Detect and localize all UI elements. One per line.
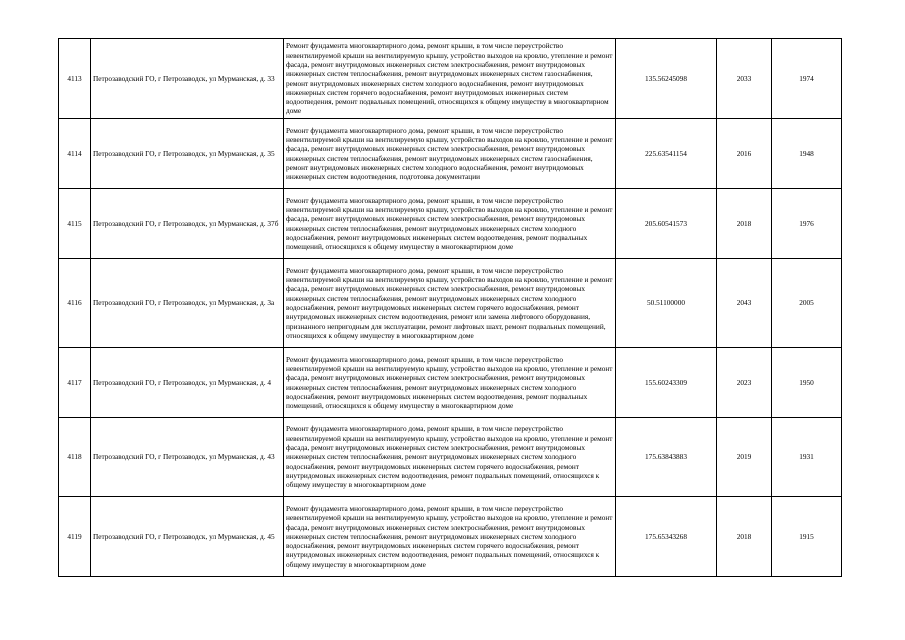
cost-cell: 205.60541573 [616, 189, 717, 259]
cost-cell: 175.65343268 [616, 497, 717, 577]
built-year-cell: 1931 [772, 418, 842, 497]
address-cell: Петрозаводский ГО, г Петрозаводск, ул Мурманская, д. 45 [91, 497, 284, 577]
table-row [59, 259, 842, 348]
row-number-cell: 4113 [59, 39, 91, 119]
address-cell: Петрозаводский ГО, г Петрозаводск, ул Мурманская, д. 43 [91, 418, 284, 497]
address-cell: Петрозаводский ГО, г Петрозаводск, ул Мурманская, д. 37б [91, 189, 284, 259]
repair-program-table [58, 38, 842, 577]
built-year-cell: 1915 [772, 497, 842, 577]
row-number-cell: 4116 [59, 259, 91, 348]
table-row [59, 497, 842, 577]
works-cell: Ремонт фундамента многоквартирного дома, ремонт крыши, в том числе переустройство невентилируемой крыши на вентилируемую крышу, устройство выходов на кровлю, утепление и ремонт фасада, ремонт внутридомовых инженерных систем электроснабжения, ремонт внутридомовых инженерных систем теплоснабжения, ремонт внутридомовых инженерных систем холодного водоснабжения, ремонт внутридомовых инженерных систем горячего водоснабжения, ремонт внутридомовых инженерных систем водоотведения, ремонт или замена лифтового оборудования, признанного непригодным для эксплуатации, ремонт лифтовых шахт, ремонт подвальных помещений, относящихся к общему имуществу в многоквартирном доме [284, 259, 616, 348]
address-cell: Петрозаводский ГО, г Петрозаводск, ул Мурманская, д. 4 [91, 348, 284, 418]
built-year-cell: 1976 [772, 189, 842, 259]
cost-cell: 155.60243309 [616, 348, 717, 418]
cost-cell: 175.63843883 [616, 418, 717, 497]
planned-year-cell: 2018 [717, 189, 772, 259]
planned-year-cell: 2043 [717, 259, 772, 348]
planned-year-cell: 2033 [717, 39, 772, 119]
cost-cell: 50.51100000 [616, 259, 717, 348]
address-cell: Петрозаводский ГО, г Петрозаводск, ул Мурманская, д. 3а [91, 259, 284, 348]
row-number-cell: 4117 [59, 348, 91, 418]
cost-cell: 225.63541154 [616, 119, 717, 189]
built-year-cell: 1974 [772, 39, 842, 119]
row-number-cell: 4114 [59, 119, 91, 189]
built-year-cell: 1950 [772, 348, 842, 418]
works-cell: Ремонт фундамента многоквартирного дома, ремонт крыши, в том числе переустройство невентилируемой крыши на вентилируемую крышу, устройство выходов на кровлю, утепление и ремонт фасада, ремонт внутридомовых инженерных систем электроснабжения, ремонт внутридомовых инженерных систем теплоснабжения, ремонт внутридомовых инженерных систем холодного водоснабжения, ремонт внутридомовых инженерных систем водоотведения, ремонт подвальных помещений, относящихся к общему имуществу в многоквартирном доме [284, 348, 616, 418]
table-row [59, 39, 842, 119]
built-year-cell: 2005 [772, 259, 842, 348]
works-cell: Ремонт фундамента многоквартирного дома, ремонт крыши, в том числе переустройство невентилируемой крыши на вентилируемую крышу, устройство выходов на кровлю, утепление и ремонт фасада, ремонт внутридомовых инженерных систем электроснабжения, ремонт внутридомовых инженерных систем теплоснабжения, ремонт внутридомовых инженерных систем газоснабжения, ремонт внутридомовых инженерных систем холодного водоснабжения, ремонт внутридомовых инженерных систем горячего водоснабжения, ремонт внутридомовых инженерных систем водоотведения, ремонт подвальных помещений, относящихся к общему имуществу в многоквартирном доме [284, 39, 616, 119]
table-row [59, 189, 842, 259]
table-row [59, 119, 842, 189]
row-number-cell: 4115 [59, 189, 91, 259]
table-row [59, 348, 842, 418]
row-number-cell: 4118 [59, 418, 91, 497]
address-cell: Петрозаводский ГО, г Петрозаводск, ул Мурманская, д. 33 [91, 39, 284, 119]
address-cell: Петрозаводский ГО, г Петрозаводск, ул Мурманская, д. 35 [91, 119, 284, 189]
planned-year-cell: 2016 [717, 119, 772, 189]
works-cell: Ремонт фундамента многоквартирного дома, ремонт крыши, в том числе переустройство невентилируемой крыши на вентилируемую крышу, устройство выходов на кровлю, утепление и ремонт фасада, ремонт внутридомовых инженерных систем электроснабжения, ремонт внутридомовых инженерных систем теплоснабжения, ремонт внутридомовых инженерных систем холодного водоснабжения, ремонт внутридомовых инженерных систем горячего водоснабжения, ремонт внутридомовых инженерных систем водоотведения, ремонт подвальных помещений, относящихся к общему имуществу в многоквартирном доме [284, 497, 616, 577]
cost-cell: 135.56245098 [616, 39, 717, 119]
works-cell: Ремонт фундамента многоквартирного дома, ремонт крыши, в том числе переустройство невентилируемой крыши на вентилируемую крышу, устройство выходов на кровлю, утепление и ремонт фасада, ремонт внутридомовых инженерных систем электроснабжения, ремонт внутридомовых инженерных систем теплоснабжения, ремонт внутридомовых инженерных систем холодного водоснабжения, ремонт внутридомовых инженерных систем водоотведения, ремонт подвальных помещений, относящихся к общему имуществу в многоквартирном доме [284, 189, 616, 259]
planned-year-cell: 2019 [717, 418, 772, 497]
built-year-cell: 1948 [772, 119, 842, 189]
planned-year-cell: 2018 [717, 497, 772, 577]
planned-year-cell: 2023 [717, 348, 772, 418]
works-cell: Ремонт фундамента многоквартирного дома, ремонт крыши, в том числе переустройство невентилируемой крыши на вентилируемую крышу, устройство выходов на кровлю, утепление и ремонт фасада, ремонт внутридомовых инженерных систем электроснабжения, ремонт внутридомовых инженерных систем теплоснабжения, ремонт внутридомовых инженерных систем газоснабжения, ремонт внутридомовых инженерных систем холодного водоснабжения, ремонт внутридомовых инженерных систем водоотведения, подготовка документации [284, 119, 616, 189]
works-cell: Ремонт фундамента многоквартирного дома, ремонт крыши, в том числе переустройство невентилируемой крыши на вентилируемую крышу, устройство выходов на кровлю, утепление и ремонт фасада, ремонт внутридомовых инженерных систем электроснабжения, ремонт внутридомовых инженерных систем теплоснабжения, ремонт внутридомовых инженерных систем холодного водоснабжения, ремонт внутридомовых инженерных систем горячего водоснабжения, ремонт внутридомовых инженерных систем водоотведения, ремонт подвальных помещений, относящихся к общему имуществу в многоквартирном доме [284, 418, 616, 497]
row-number-cell: 4119 [59, 497, 91, 577]
table-row [59, 418, 842, 497]
